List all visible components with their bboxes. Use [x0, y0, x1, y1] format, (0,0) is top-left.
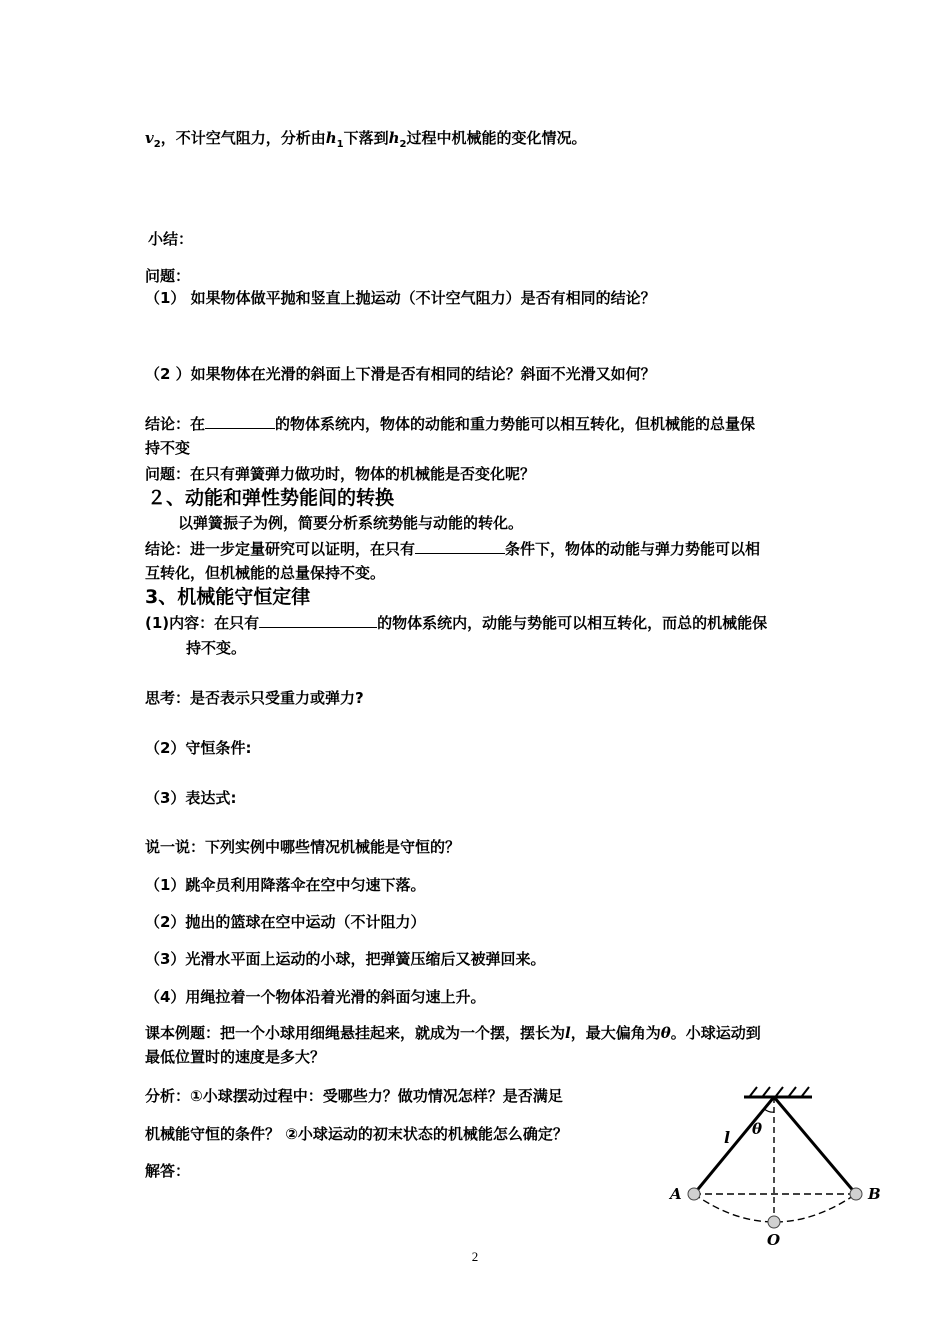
- label-theta: θ: [752, 1120, 763, 1138]
- section-2-text: 以弹簧振子为例，简要分析系统势能与动能的转化。: [178, 514, 524, 532]
- var-h2-sub: 2: [399, 139, 407, 150]
- var-l: l: [565, 1024, 571, 1042]
- string-left: [694, 1097, 774, 1194]
- ball-o: [768, 1216, 780, 1228]
- var-v-sub: 2: [153, 139, 161, 150]
- conclusion-2-post: 条件下，物体的动能与弹力势能可以相: [505, 540, 761, 558]
- intro-text-2: 下落到: [343, 129, 389, 147]
- question-spring: 问题：在只有弹簧弹力做功时，物体的机械能是否变化呢？: [145, 465, 536, 483]
- label-b: B: [868, 1185, 881, 1203]
- think-line: 思考：是否表示只受重力或弹力?: [145, 689, 364, 707]
- label-a: A: [670, 1185, 682, 1203]
- answer-label: 解答：: [145, 1162, 191, 1180]
- content-cont: 持不变。: [186, 639, 247, 657]
- textbook-text-3: 。小球运动到: [670, 1024, 761, 1042]
- question-label: 问题：: [145, 267, 191, 285]
- fill-in-blank[interactable]: [205, 414, 275, 429]
- section-2-title: ２、动能和弹性势能间的转换: [147, 487, 395, 509]
- question-2: （2 ）如果物体在光滑的斜面上下滑是否有相同的结论？斜面不光滑又如何？: [145, 365, 656, 383]
- ceiling-hatch: [744, 1087, 812, 1097]
- intro-line: [145, 128, 586, 155]
- ball-a: [688, 1188, 700, 1200]
- fill-in-blank[interactable]: [415, 539, 505, 554]
- conservation-condition: （2）守恒条件:: [145, 739, 252, 757]
- var-theta: θ: [660, 1024, 671, 1042]
- label-l: l: [724, 1128, 731, 1147]
- textbook-text-2: ，最大偏角为: [570, 1024, 661, 1042]
- expression: （3）表达式:: [145, 789, 237, 807]
- var-h1-sub: 1: [336, 139, 344, 150]
- var-h2: h: [388, 129, 400, 147]
- angle-arc: [764, 1109, 774, 1112]
- content-line: [145, 613, 767, 633]
- textbook-text-1: 课本例题：把一个小球用细绳悬挂起来，就成为一个摆，摆长为: [145, 1024, 566, 1042]
- intro-text-3: 过程中机械能的变化情况。: [406, 129, 587, 147]
- page-number: 2: [471, 1249, 479, 1264]
- conclusion-1: [145, 414, 755, 434]
- example-1: （1）跳伞员利用降落伞在空中匀速下落。: [145, 876, 426, 894]
- analysis-line-1: 分析：①小球摆动过程中：受哪些力？做功情况怎样？是否满足: [145, 1087, 563, 1105]
- summary-label: 小结：: [148, 230, 194, 248]
- intro-text-1: ，不计空气阻力，分析由: [160, 129, 326, 147]
- analysis-line-2: 机械能守恒的条件？ ②小球运动的初末状态的机械能怎么确定？: [145, 1125, 568, 1143]
- example-4: （4）用绳拉着一个物体沿着光滑的斜面匀速上升。: [145, 988, 486, 1006]
- content-post: 的物体系统内，动能与势能可以相互转化，而总的机械能保: [377, 614, 768, 632]
- string-right: [774, 1097, 856, 1194]
- textbook-example-cont: 最低位置时的速度是多大？: [145, 1048, 326, 1066]
- var-h1: h: [325, 129, 337, 147]
- conclusion-1-pre: 结论：在: [145, 415, 206, 433]
- question-1: （1） 如果物体做平抛和竖直上抛运动（不计空气阻力）是否有相同的结论？: [145, 289, 656, 307]
- var-v: v: [145, 129, 154, 147]
- content-pre: (1)内容：在只有: [145, 614, 260, 632]
- section-3-title: 3、机械能守恒定律: [145, 586, 311, 608]
- conclusion-1-post: 的物体系统内，物体的动能和重力势能可以相互转化，但机械能的总量保: [275, 415, 756, 433]
- conclusion-1-cont: 持不变: [145, 439, 191, 457]
- example-3: （3）光滑水平面上运动的小球，把弹簧压缩后又被弹回来。: [145, 950, 546, 968]
- ball-b: [850, 1188, 862, 1200]
- talk-line: 说一说：下列实例中哪些情况机械能是守恒的？: [145, 838, 461, 856]
- fill-in-blank[interactable]: [259, 613, 377, 628]
- textbook-example: [145, 1023, 761, 1043]
- label-o: O: [767, 1231, 781, 1249]
- conclusion-2-cont: 互转化，但机械能的总量保持不变。: [145, 564, 386, 582]
- example-2: （2）抛出的篮球在空中运动（不计阻力）: [145, 913, 426, 931]
- pendulum-diagram: [660, 1085, 900, 1250]
- conclusion-2-pre: 结论：进一步定量研究可以证明，在只有: [145, 540, 416, 558]
- conclusion-2: [145, 539, 760, 559]
